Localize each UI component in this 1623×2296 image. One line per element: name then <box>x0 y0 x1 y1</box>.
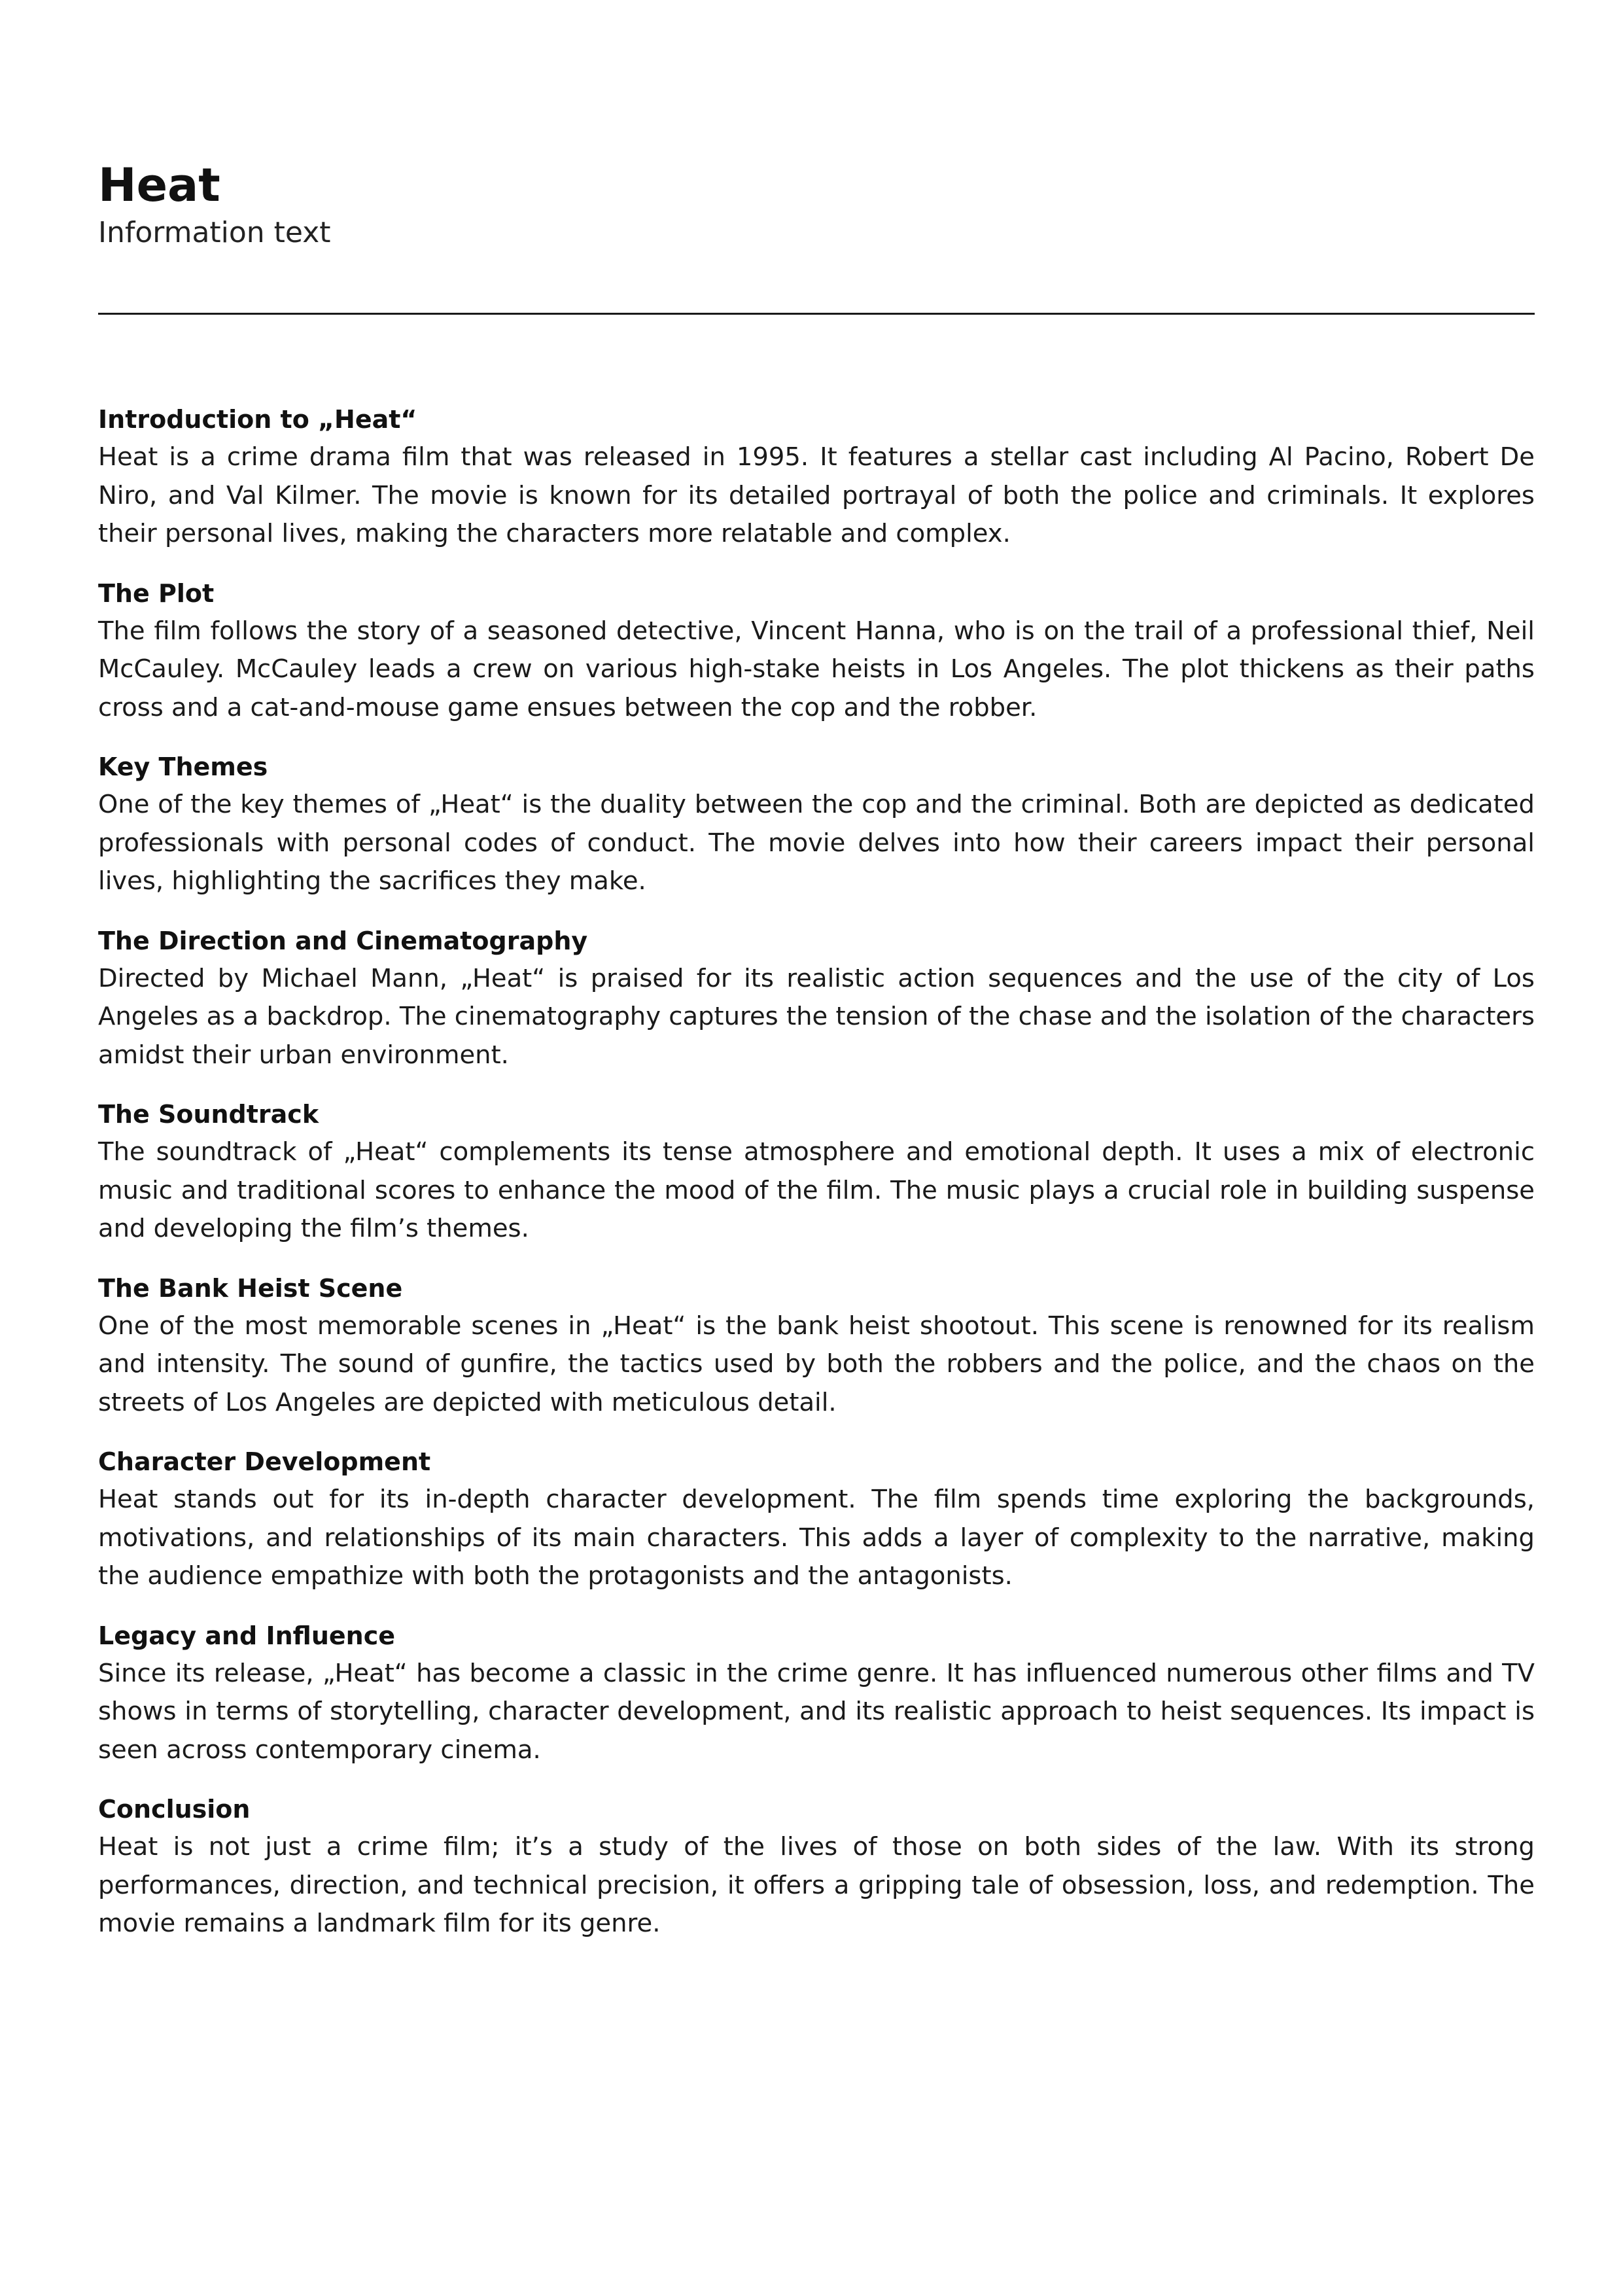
section-body: One of the most memorable scenes in „Heat“ is the bank heist shootout. This scene is renowned for its realism and intensity. The sound of gunfire, the tactics used by both the robbers and the police, and the chaos on the streets of Los Angeles are depicted with meticulous detail. <box>98 1311 1535 1417</box>
section-heading: Character Development <box>98 1447 431 1476</box>
section-bank-heist-scene <box>98 1269 1535 1422</box>
section-introduction <box>98 400 1535 554</box>
section-body: Directed by Michael Mann, „Heat“ is praised for its realistic action sequences and the use of the city of Los Angeles as a backdrop. The cinematography captures the tension of the chase and the isolation of the characters amidst their urban environment. <box>98 963 1535 1070</box>
section-body: Heat is not just a crime film; it’s a study of the lives of those on both sides of the law. With its strong performances, direction, and technical precision, it offers a gripping tale of obsession, loss, and redemption. The movie remains a landmark film for its genre. <box>98 1832 1535 1938</box>
section-heading: The Plot <box>98 578 215 608</box>
section-heading: The Bank Heist Scene <box>98 1273 403 1303</box>
section-heading: Key Themes <box>98 752 268 781</box>
section-key-themes <box>98 748 1535 901</box>
title-divider <box>98 313 1535 315</box>
section-body: The film follows the story of a seasoned detective, Vincent Hanna, who is on the trail of a professional thief, Neil McCauley. McCauley leads a crew on various high-stake heists in Los Angeles. The plot thickens as their paths cross and a cat-and-mouse game ensues between the cop and the robber. <box>98 616 1535 722</box>
document-page <box>98 157 1535 1938</box>
section-plot <box>98 574 1535 728</box>
section-character-development <box>98 1443 1535 1596</box>
section-heading: Legacy and Influence <box>98 1621 396 1650</box>
document-title: Heat <box>98 158 220 212</box>
document-subtitle: Information text <box>98 216 331 249</box>
section-direction-cinematography <box>98 922 1535 1075</box>
section-heading: Introduction to „Heat“ <box>98 405 417 434</box>
section-legacy-influence <box>98 1617 1535 1770</box>
section-heading: The Direction and Cinematography <box>98 926 588 955</box>
section-heading: Conclusion <box>98 1795 251 1824</box>
section-body: Heat stands out for its in-depth character development. The film spends time exploring the backgrounds, motivations, and relationships of its main characters. This adds a layer of complexity to the narrative, making the audience empathize with both the protagonists and the antagonists. <box>98 1485 1535 1591</box>
section-body: The soundtrack of „Heat“ complements its tense atmosphere and emotional depth. It uses a mix of electronic music and traditional scores to enhance the mood of the film. The music plays a crucial role in building suspense and developing the film’s themes. <box>98 1137 1535 1243</box>
section-body: One of the key themes of „Heat“ is the duality between the cop and the criminal. Both are depicted as dedicated professionals with personal codes of conduct. The movie delves into how their careers impact their personal lives, highlighting the sacrifices they make. <box>98 790 1535 896</box>
section-body: Since its release, „Heat“ has become a classic in the crime genre. It has influenced numerous other films and TV shows in terms of storytelling, character development, and its realistic approach to heist sequences. Its impact is seen across contemporary cinema. <box>98 1658 1535 1765</box>
sections-container <box>98 400 1535 1964</box>
section-conclusion <box>98 1790 1535 1943</box>
section-body: Heat is a crime drama film that was released in 1995. It features a stellar cast including Al Pacino, Robert De Niro, and Val Kilmer. The movie is known for its detailed portrayal of both the police and criminals. It explores their personal lives, making the characters more relatable and complex. <box>98 442 1535 548</box>
section-heading: The Soundtrack <box>98 1100 319 1129</box>
section-soundtrack <box>98 1095 1535 1248</box>
